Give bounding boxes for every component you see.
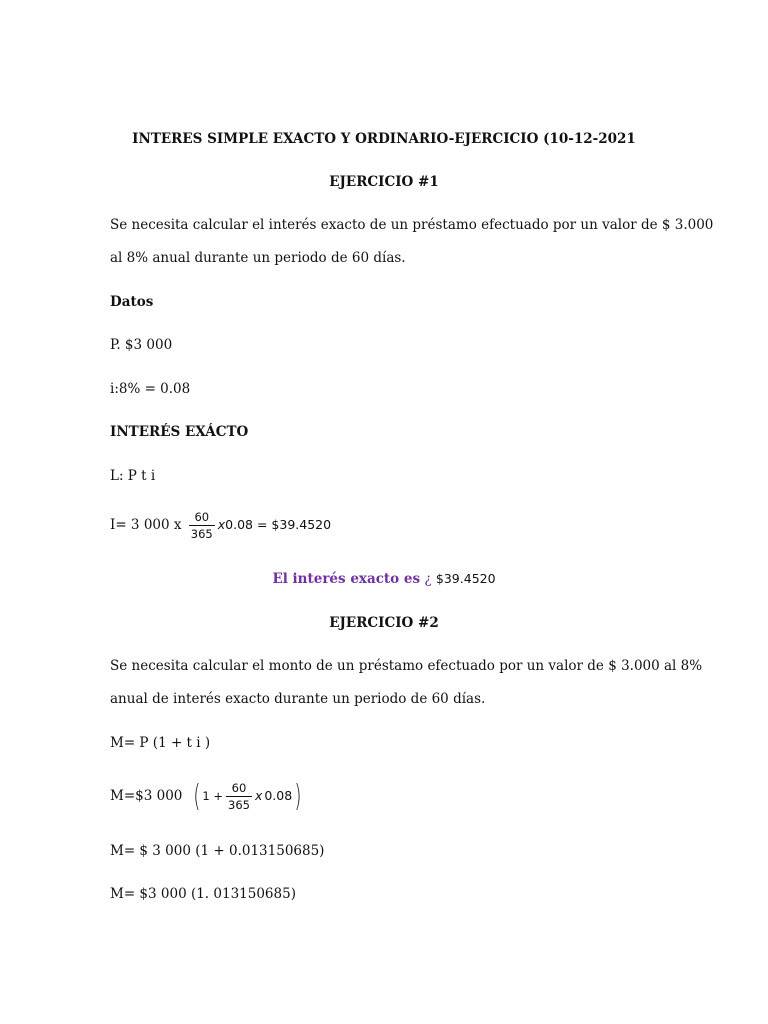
dato-principal: P. $3 000: [110, 337, 173, 353]
datos-heading: Datos: [110, 294, 154, 310]
open-paren: (: [193, 778, 201, 814]
interes-exacto-heading: INTERÉS EXÁCTO: [110, 424, 249, 440]
result-label: El interés exacto es: [272, 571, 421, 587]
ejercicio-1-statement-line-1: Se necesita calcular el interés exacto de un préstamo efectuado por un valor de $ 3.000: [110, 217, 714, 233]
document-title: INTERES SIMPLE EXACTO Y ORDINARIO-EJERCICIO (10-12-2021: [132, 131, 636, 147]
monto-step-1: M= $ 3 000 (1 + 0.013150685): [110, 843, 325, 859]
calc-suffix: 0.08 = $39.4520: [225, 517, 332, 532]
fraction-denominator: 365: [190, 527, 213, 541]
monto-step-2: M= $3 000 (1. 013150685): [110, 886, 296, 902]
interes-result: [0, 570, 768, 588]
interes-formula: L: P t i: [110, 468, 156, 484]
monto-fraction-numerator: 60: [226, 781, 252, 797]
monto-calculation: [110, 778, 304, 814]
monto-prefix: M=$3 000: [110, 788, 183, 804]
ejercicio-1-statement-line-2: al 8% anual durante un periodo de 60 días.: [110, 250, 406, 266]
monto-rate: 0.08: [264, 788, 293, 803]
close-paren: ): [294, 778, 302, 814]
monto-fraction-denominator: 365: [228, 798, 250, 812]
dato-tasa: i:8% = 0.08: [110, 381, 191, 397]
ejercicio-1-heading: EJERCICIO #1: [329, 174, 439, 190]
one-plus: 1 +: [202, 789, 223, 803]
monto-formula: M= P (1 + t i ): [110, 735, 211, 751]
ejercicio-2-statement-line-2: anual de interés exacto durante un periodo de 60 días.: [110, 691, 486, 707]
fraction-60-365: [189, 510, 215, 541]
result-value: $39.4520: [435, 571, 496, 586]
result-glyph: ¿: [424, 571, 432, 587]
ejercicio-2-heading: EJERCICIO #2: [329, 615, 439, 631]
interes-calculation: [110, 508, 331, 542]
fraction-numerator: 60: [189, 510, 215, 526]
monto-multiply-sign: x: [254, 788, 263, 803]
multiply-sign: x: [217, 517, 226, 532]
monto-fraction: [226, 781, 252, 812]
ejercicio-2-statement-line-1: Se necesita calcular el monto de un préstamo efectuado por un valor de $ 3.000 al 8%: [110, 658, 703, 674]
calc-prefix: I= 3 000 x: [110, 517, 182, 533]
